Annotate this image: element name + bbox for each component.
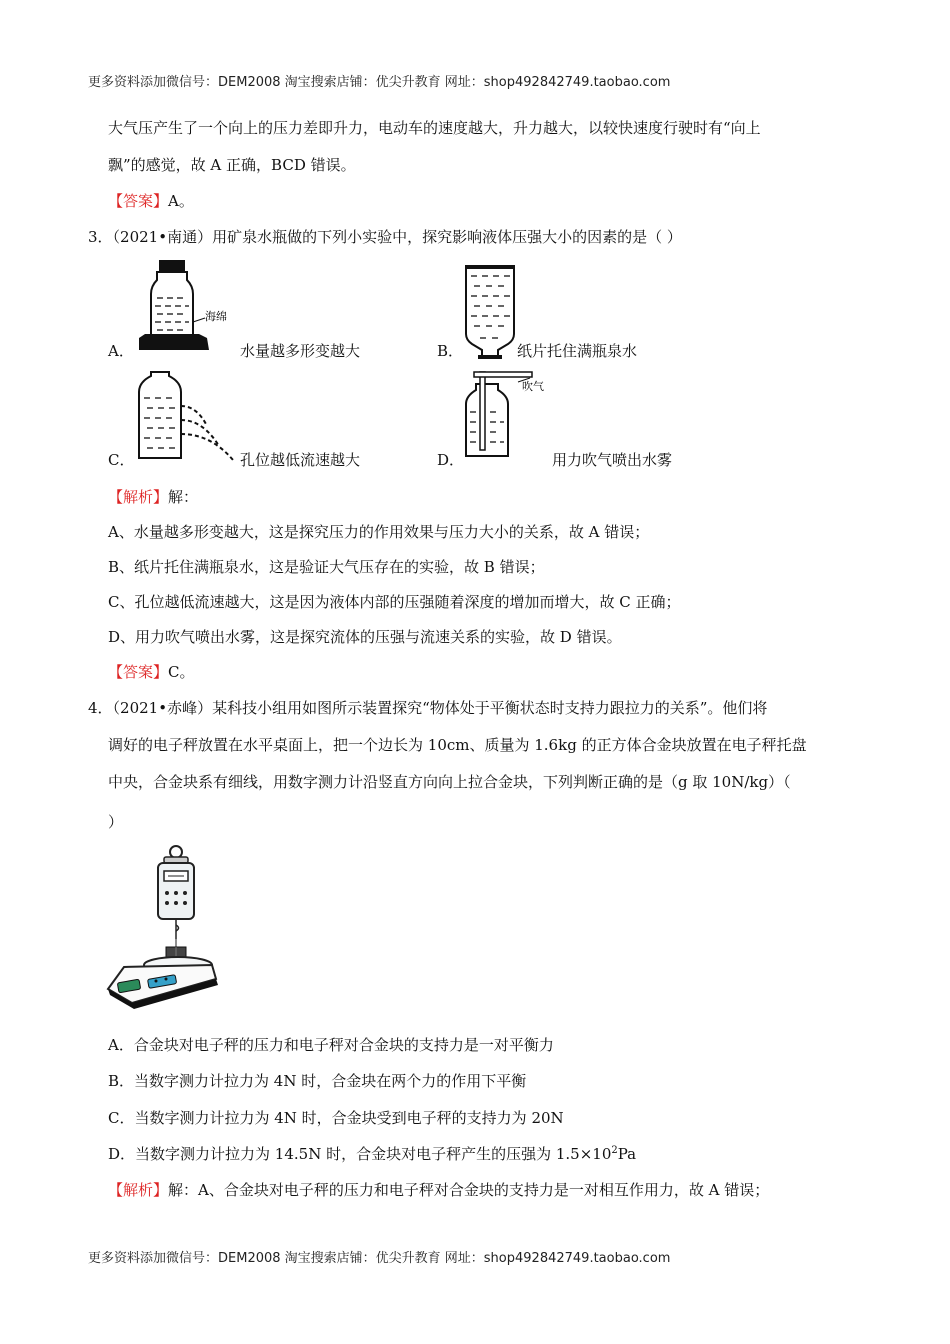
q3-option-a-letter: A． <box>108 342 134 360</box>
q4-option-b: B．当数字测力计拉力为 4N 时，合金块在两个力的作用下平衡 <box>108 1072 527 1090</box>
option-d-unit: Pa <box>617 1145 637 1163</box>
q4-stem-line3: 中央，合金块系有细线，用数字测力计沿竖直方向向上拉合金块，下列判断正确的是（g 取 10N/kg）（ <box>108 773 791 791</box>
q4-option-a: A．合金块对电子秤的压力和电子秤对合金块的支持力是一对平衡力 <box>108 1036 554 1054</box>
q3-analysis-a: A、水量越多形变越大，这是探究压力的作用效果与压力大小的关系，故 A 错误； <box>108 523 650 541</box>
q3-option-b-text: 纸片托住满瓶泉水 <box>517 342 638 360</box>
q4-analysis <box>108 1180 769 1200</box>
prev-answer <box>108 191 194 211</box>
q3-option-a-text: 水量越多形变越大 <box>240 342 361 360</box>
option-d-text: D．当数字测力计拉力为 14.5N 时，合金块对电子秤产生的压强为 1.5×10 <box>108 1145 612 1163</box>
q4-option-c: C．当数字测力计拉力为 4N 时，合金块受到电子秤的支持力为 20N <box>108 1109 564 1127</box>
q3-stem: 3．（2021•南通）用矿泉水瓶做的下列小实验中，探究影响液体压强大小的因素的是（ ） <box>88 228 682 246</box>
answer-tag: 【答案】 <box>108 663 169 681</box>
q3-analysis-d: D、用力吹气喷出水雾，这是探究流体的压强与流速关系的实验，故 D 错误。 <box>108 628 622 646</box>
q3-analysis-c: C、孔位越低流速越大，这是因为液体内部的压强随着深度的增加而增大，故 C 正确； <box>108 593 681 611</box>
q3-answer <box>108 662 195 682</box>
q3-option-c-letter: C． <box>108 451 135 469</box>
q3-option-d-text: 用力吹气喷出水雾 <box>552 451 673 469</box>
q3-option-c-text: 孔位越低流速越大 <box>240 451 361 469</box>
q3-analysis-b: B、纸片托住满瓶泉水，这是验证大气压存在的实验，故 B 错误； <box>108 558 545 576</box>
prev-analysis-line2: 飘”的感觉，故 A 正确，BCD 错误。 <box>108 156 356 174</box>
figure-c-bottle-with-holes <box>137 370 242 465</box>
q3-analysis-heading <box>108 487 198 507</box>
q4-stem-line4: ） <box>108 813 124 831</box>
answer-value: C。 <box>168 663 195 681</box>
analysis-tag: 【解析】 <box>108 488 169 506</box>
answer-tag: 【答案】 <box>108 192 169 210</box>
figure-d-blow-straw <box>462 368 552 460</box>
option-d-exponent: 2 <box>611 1145 618 1156</box>
sponge-label: 海绵 <box>205 310 227 323</box>
figure-a-bottle-on-sponge <box>137 258 242 353</box>
answer-value: A。 <box>168 192 194 210</box>
prev-analysis-line1: 大气压产生了一个向上的压力差即升力，电动车的速度越大，升力越大，以较快速度行驶时有“向上 <box>108 119 761 137</box>
analysis-head: 解： <box>168 488 199 506</box>
q3-option-d-letter: D． <box>437 451 465 469</box>
blow-label: 吹气 <box>522 380 544 393</box>
analysis-tag: 【解析】 <box>108 1181 169 1199</box>
q4-stem-line1: 4．（2021•赤峰）某科技小组用如图所示装置探究“物体处于平衡状态时支持力跟拉力的关系”。他们将 <box>88 699 768 717</box>
q3-option-b-letter: B． <box>437 342 464 360</box>
q4-option-d <box>108 1144 636 1164</box>
q4-stem-line2: 调好的电子秤放置在水平桌面上，把一个边长为 10cm、质量为 1.6kg 的正方体合金块放置在电子秤托盘 <box>108 736 807 754</box>
page-footer: 更多资料添加微信号：DEM2008 淘宝搜索店铺：优尖升教育 网址：shop492842749.taobao.com <box>88 1251 671 1266</box>
page-header: 更多资料添加微信号：DEM2008 淘宝搜索店铺：优尖升教育 网址：shop492842749.taobao.com <box>88 75 671 90</box>
figure-b-inverted-bottle <box>462 264 518 360</box>
figure-force-meter-scale <box>104 843 224 1013</box>
analysis-text: 解：A、合金块对电子秤的压力和电子秤对合金块的支持力是一对相互作用力，故 A 错误； <box>168 1181 770 1199</box>
